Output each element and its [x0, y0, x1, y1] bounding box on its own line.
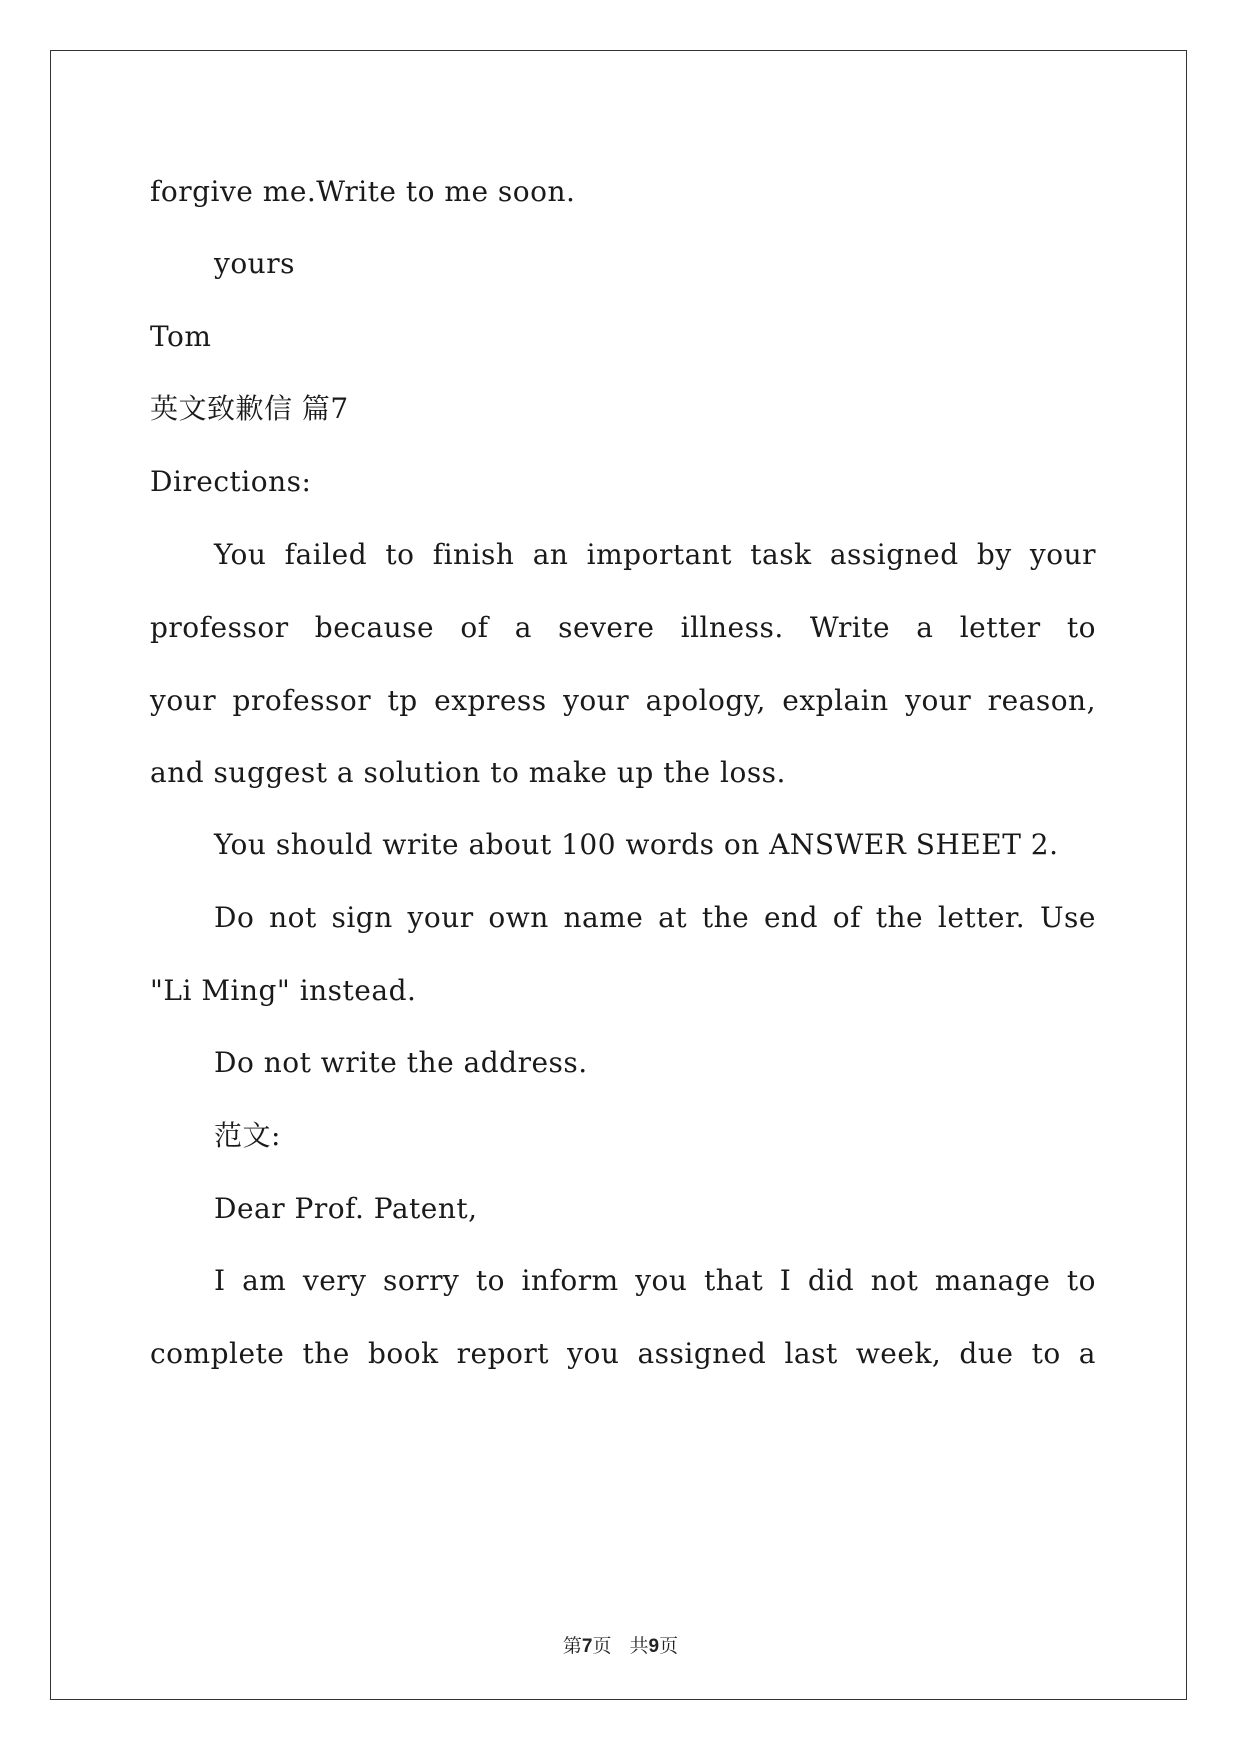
footer-current-page: 7 — [581, 1636, 593, 1657]
text-line: I am very sorry to inform you that I did not manage to — [214, 1264, 1096, 1297]
text-line: your professor tp express your apology, explain your reason, — [150, 684, 1096, 717]
section-heading: 英文致歉信 篇7 — [150, 392, 349, 425]
text-line: "Li Ming" instead. — [150, 974, 417, 1007]
text-line: Do not write the address. — [214, 1046, 588, 1079]
footer-total-prefix: 共 — [629, 1635, 649, 1657]
sample-heading: 范文: — [214, 1119, 281, 1152]
signature-line: Tom — [150, 320, 212, 353]
footer-prefix: 第 — [562, 1635, 582, 1657]
text-line: Do not sign your own name at the end of the letter. Use — [214, 901, 1096, 934]
text-line: You failed to finish an important task assigned by your — [214, 538, 1096, 571]
page-frame — [50, 50, 1187, 1700]
footer-total-word: 页 — [659, 1635, 679, 1657]
footer-page-word: 页 — [592, 1635, 612, 1657]
directions-heading: Directions: — [150, 465, 312, 498]
text-line: professor because of a severe illness. Write a letter to — [150, 611, 1096, 644]
text-line: complete the book report you assigned last week, due to a — [150, 1337, 1096, 1370]
salutation-line: Dear Prof. Patent, — [214, 1192, 478, 1225]
text-line: and suggest a solution to make up the loss. — [150, 756, 786, 789]
footer-total-pages: 9 — [648, 1636, 660, 1657]
closing-line: yours — [214, 247, 295, 280]
text-line: You should write about 100 words on ANSWER SHEET 2. — [214, 828, 1059, 861]
page-footer — [0, 1634, 1241, 1659]
text-line: forgive me.Write to me soon. — [150, 175, 576, 208]
